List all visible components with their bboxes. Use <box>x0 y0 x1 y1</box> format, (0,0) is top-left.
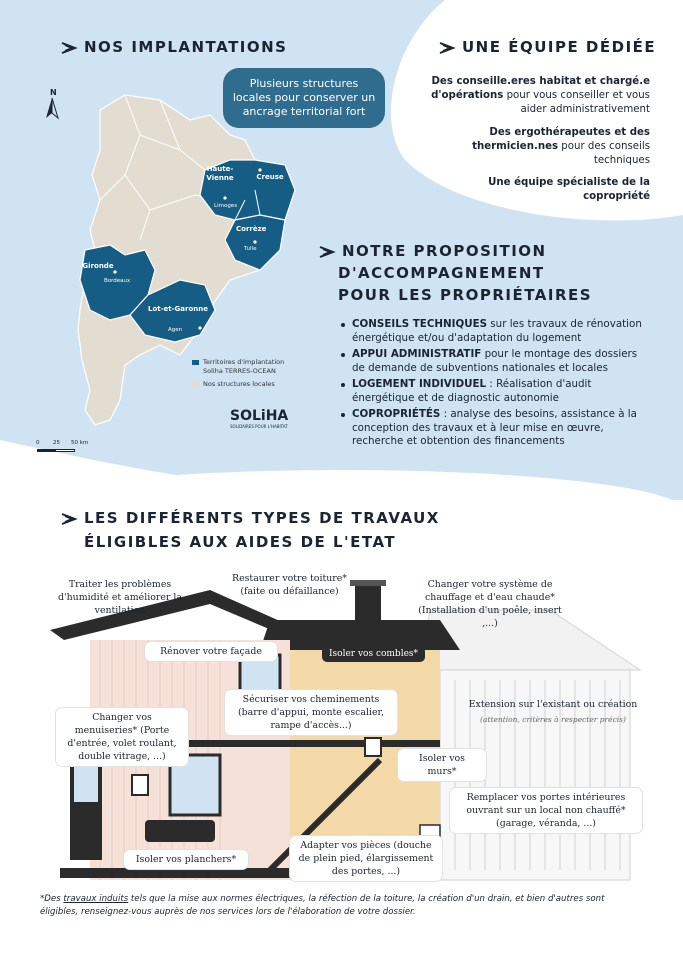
travaux-title-line2: ÉLIGIBLES AUX AIDES DE L'ETAT <box>84 533 397 551</box>
legend-territories-org: Soliha TERRES-OCEAN <box>203 367 276 375</box>
map-city-bordeaux: Bordeaux <box>104 278 131 284</box>
map-city-tulle: Tulle <box>244 246 257 252</box>
team-item-2 <box>470 176 650 204</box>
proposition-item-2-bold: LOGEMENT INDIVIDUEL <box>352 378 487 390</box>
implantations-title-text: NOS IMPLANTATIONS <box>84 38 288 56</box>
proposition-item-2-rest: : Réalisation d'audit énergétique et de diagnostic autonomie <box>352 378 592 404</box>
legend-territories-text: Territoires d'implantation <box>203 358 285 366</box>
map-label-gironde: Gironde <box>82 262 114 270</box>
label-humidite: Traiter les problèmes d'humidité et améliorer la ventilation <box>58 579 182 616</box>
scale-end: 50 km <box>71 440 89 446</box>
proposition-list <box>338 318 653 452</box>
travaux-title-line1: LES DIFFÉRENTS TYPES DE TRAVAUX <box>84 509 440 527</box>
map-label-correze: Corrèze <box>236 225 267 233</box>
scale-mid: 25 <box>53 440 60 446</box>
proposition-item-3-bold: COPROPRIÉTÉS <box>352 408 441 420</box>
label-murs: Isoler vos murs* <box>398 749 486 781</box>
arrow-icon <box>60 41 78 55</box>
map-city-limoges: Limoges <box>214 203 238 209</box>
team-item-1-rest: pour des conseils techniques <box>558 141 650 166</box>
team-item-2-bold: Une équipe spécialiste de la copropriété <box>488 177 650 202</box>
scale-zero: 0 <box>36 440 40 446</box>
compass-n: N <box>50 88 57 97</box>
map-city-agen: Agen <box>168 327 183 333</box>
team-item-0-rest: pour vous conseiller et vous aider administrativement <box>503 90 650 115</box>
footnote-underlined: travaux induits <box>63 894 129 904</box>
proposition-item-1-bold: APPUI ADMINISTRATIF <box>352 348 482 360</box>
map-legend <box>192 358 322 389</box>
label-cheminements: Sécuriser vos cheminements (barre d'appui, monte escalier, rampe d'accès...) <box>225 690 397 735</box>
team-item-0 <box>418 75 650 117</box>
proposition-item-3-rest: : analyse des besoins, assistance à la conception des travaux et à leur mise en œuvre, recherche et obtention des financements <box>352 408 637 447</box>
arrow-icon <box>318 245 336 259</box>
arrow-icon <box>438 41 456 55</box>
soliha-logo <box>230 408 288 429</box>
proposition-item-0-rest: sur les travaux de rénovation énergétique et/ou d'adaptation du logement <box>352 318 642 344</box>
implantations-title <box>60 38 288 56</box>
team-title <box>438 38 656 56</box>
chimney <box>355 582 381 622</box>
proposition-item-0 <box>352 318 653 345</box>
map-label-lot-et-garonne: Lot-et-Garonne <box>148 305 208 313</box>
implantations-bubble: Plusieurs structures locales pour conserver un ancrage territorial fort <box>223 68 385 128</box>
logo-name: SOLiHA <box>230 408 289 424</box>
team-item-0-bold: Des conseille.eres habitat et chargé.e d'opérations <box>431 76 650 101</box>
label-portes: Remplacer vos portes intérieures ouvrant sur un local non chauffé* (garage, véranda, ...) <box>450 788 642 833</box>
logo-tagline: SOLIDAIRES POUR L'HABITAT <box>230 424 288 429</box>
proposition-title-line1: NOTRE PROPOSITION <box>342 242 547 260</box>
label-chauffage: Changer votre système de chauffage et d'eau chaude* (Installation d'un poêle, insert ,...) <box>418 579 562 629</box>
map-scale <box>36 440 126 460</box>
footnote-rest: tels que la mise aux normes électriques, la réfection de la toiture, la création d'un drain, et bien d'autres sont éligibles, renseignez-vous auprès de nos services lors de l'élaboration de votre dossier. <box>40 894 605 917</box>
label-planchers: Isoler vos planchers* <box>124 850 248 869</box>
sofa <box>145 820 215 842</box>
label-extension: Extension sur l'existant ou création <box>468 699 638 710</box>
proposition-item-1-rest: pour le montage des dossiers de demande de subventions nationales et locales <box>352 348 638 374</box>
label-combles: Isoler vos combles* <box>322 646 425 662</box>
map-label-haute-vienne: Haute-Vienne <box>206 165 234 182</box>
proposition-item-2 <box>352 378 653 405</box>
proposition-title-line3: POUR LES PROPRIÉTAIRES <box>338 286 593 304</box>
label-extension-note: (attention, critères à respecter précis) <box>480 715 626 724</box>
team-title-text: UNE ÉQUIPE DÉDIÉE <box>462 38 657 56</box>
label-menuiseries: Changer vos menuiseries* (Porte d'entrée, volet roulant, double vitrage, ...) <box>56 708 188 766</box>
proposition-title-line2: D'ACCOMPAGNEMENT <box>338 264 545 282</box>
extension-house <box>420 610 640 880</box>
travaux-title <box>60 506 440 554</box>
label-toiture: Restaurer votre toiture* (faite ou défaillance) <box>232 573 347 597</box>
arrow-icon <box>60 512 78 526</box>
proposition-item-1 <box>352 348 653 375</box>
legend-local-text: Nos structures locales <box>203 380 275 388</box>
proposition-title <box>318 240 592 306</box>
map-label-creuse: Creuse <box>256 173 284 181</box>
label-facade: Rénover votre façade <box>145 642 277 661</box>
footnote-star: *Des <box>40 894 64 904</box>
label-pieces: Adapter vos pièces (douche de plein pied, élargissement des portes, ...) <box>290 836 442 881</box>
legend-local <box>192 380 322 389</box>
team-item-1 <box>418 126 650 168</box>
legend-territories <box>192 358 322 367</box>
team-item-1-bold: Des ergothérapeutes et des thermicien.nes <box>472 127 650 152</box>
footnote <box>40 893 640 919</box>
proposition-item-3 <box>352 408 653 449</box>
proposition-item-0-bold: CONSEILS TECHNIQUES <box>352 318 488 330</box>
